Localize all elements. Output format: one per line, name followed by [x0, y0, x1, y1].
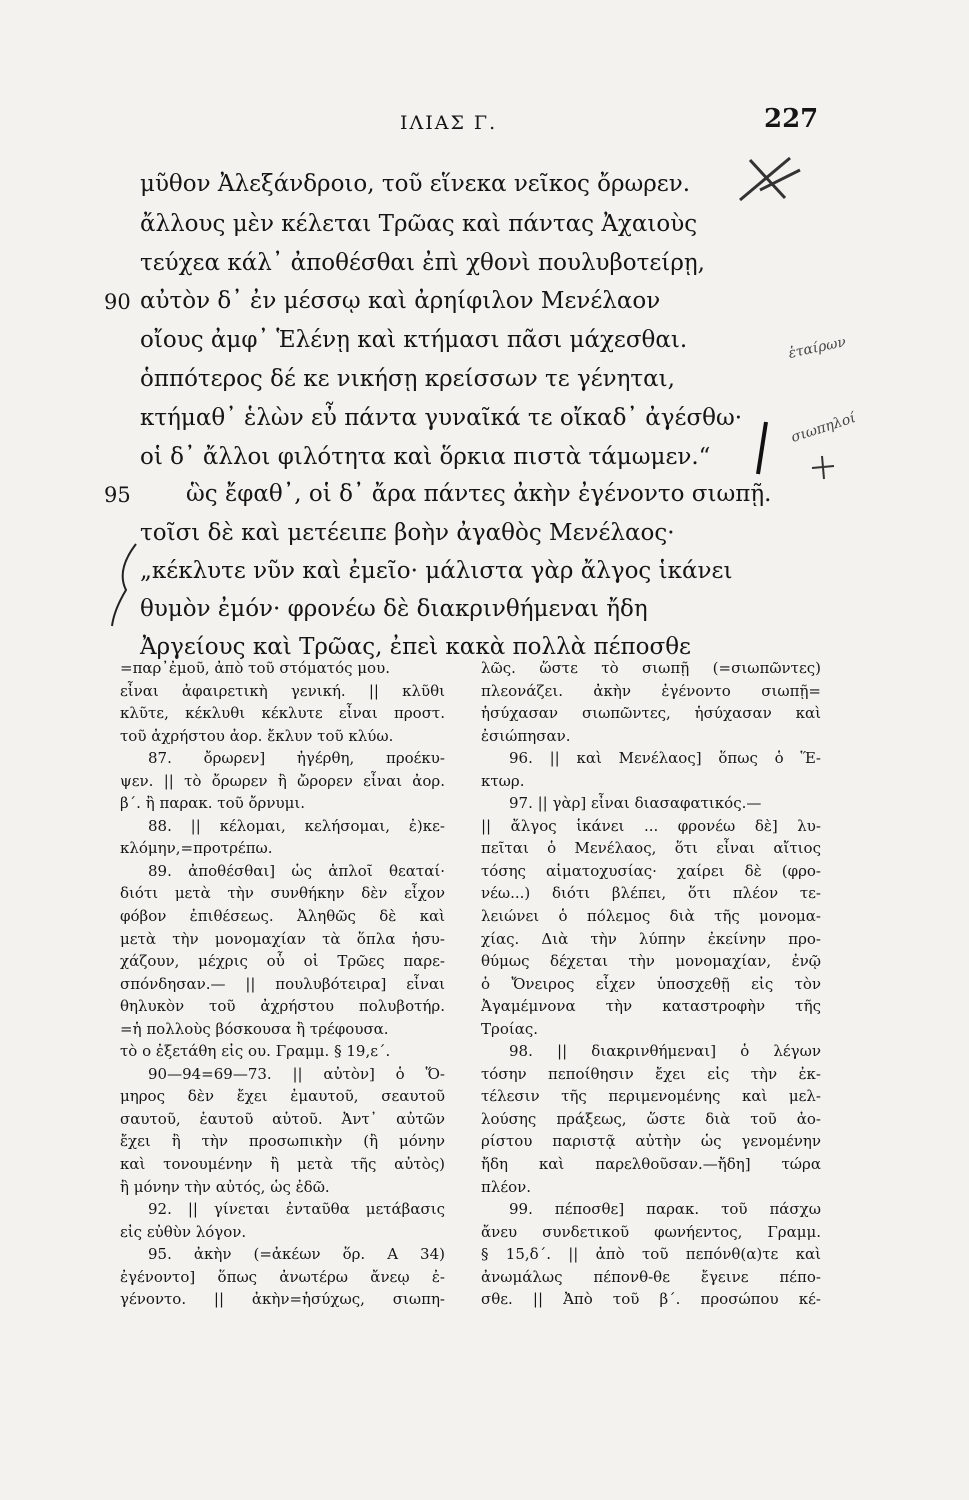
commentary-line: θύμως δέχεται τὴν μονομαχίαν, ἐνῷ — [481, 952, 821, 971]
commentary-line: τέλεσιν τῆς περιμενομένης καὶ μελ- — [481, 1087, 821, 1106]
commentary-line: πλεονάζει. ἀκὴν ἐγένοντο σιωπῇ= — [481, 681, 821, 700]
commentary-line: εἰς εὐθὺν λόγον. — [120, 1222, 247, 1241]
verse-line: κτήμαθ᾽ ἑλὼν εὖ πάντα γυναῖκά τε οἴκαδ᾽ ἀγέσθω· — [140, 405, 743, 431]
commentary-line: φόβον ἐπιθέσεως. Ἀληθῶς δὲ καὶ — [120, 907, 445, 926]
commentary-line: 99. πέποσθε] παρακ. τοῦ πάσχω — [509, 1200, 821, 1219]
handwritten-annotation: ἑταίρων — [786, 334, 848, 362]
commentary-line: ἡσύχασαν σιωπῶντες, ἡσύχασαν καὶ — [481, 704, 821, 723]
commentary-line: μετὰ τὴν μονομαχίαν τὰ ὅπλα ἡσυ- — [120, 929, 445, 948]
commentary-line: ἀνωμάλως πέπονθ-θε ἔγεινε πέπο- — [481, 1267, 821, 1286]
commentary-line: 95. ἀκὴν (=ἀκέων ὅρ. Α 34) — [148, 1245, 445, 1264]
verse-line: „κέκλυτε νῦν καὶ ἐμεῖο· μάλιστα γὰρ ἄλγος ἱκάνει — [140, 558, 733, 584]
commentary-line: 89. ἀποθέσθαι] ὡς ἁπλοῖ θεαταί· — [148, 861, 445, 880]
commentary-line: χίας. Διὰ τὴν λύπην ἐκείνην προ- — [481, 929, 821, 948]
commentary-line: κλόμην,=προτρέπω. — [120, 839, 273, 858]
verse-line: ὣς ἔφαθ᾽, οἱ δ᾽ ἄρα πάντες ἀκὴν ἐγένοντο σιωπῇ. — [186, 481, 772, 507]
commentary-line: 98. || διακρινθήμεναι] ὁ λέγων — [509, 1042, 821, 1061]
verse-line: τοῖσι δὲ καὶ μετέειπε βοὴν ἀγαθὸς Μενέλαος· — [140, 520, 675, 546]
commentary-line: ἤδη καὶ παρελθοῦσαν.—ἤδη] τώρα — [481, 1155, 821, 1174]
commentary-line: μηρος δὲν ἔχει ἐμαυτοῦ, σεαυτοῦ — [120, 1087, 445, 1106]
verse-line: τεύχεα κάλ᾽ ἀποθέσθαι ἐπὶ χθονὶ πουλυβοτείρῃ, — [140, 250, 705, 276]
commentary-line: διότι μετὰ τὴν συνθήκην δὲν εἶχον — [120, 884, 445, 903]
commentary-line: σπόνδησαν.— || πουλυβότειρα] εἶναι — [120, 974, 445, 993]
commentary-line: τὸ ο ἐξετάθη εἰς ου. Γραμμ. § 19,ε΄. — [120, 1042, 391, 1061]
commentary-line: ψεν. || τὸ ὄρωρεν ἢ ὤρορεν εἶναι ἀορ. — [120, 771, 445, 790]
commentary-line: λειώνει ὁ πόλεμος διὰ τῆς μονομα- — [481, 907, 821, 926]
commentary-line: καὶ τονουμένην ἢ μετὰ τῆς αὐτὸς) — [120, 1155, 445, 1174]
commentary-line: Ἀγαμέμνονα τὴν καταστροφὴν τῆς — [481, 997, 821, 1016]
verse-line: θυμὸν ἐμόν· φρονέω δὲ διακρινθήμεναι ἤδη — [140, 596, 648, 622]
slash-mark-icon — [752, 418, 772, 480]
commentary-line: || ἄλγος ἱκάνει ... φρονέω δὲ] λυ- — [481, 816, 821, 835]
commentary-line: εἶναι ἀφαιρετικὴ γενική. || κλῦθι — [120, 681, 445, 700]
commentary-line: λούσης πράξεως, ὥστε διὰ τοῦ ἀο- — [481, 1109, 821, 1128]
commentary-line: 87. ὄρωρεν] ἠγέρθη, προέκυ- — [148, 749, 445, 768]
commentary-left-column — [120, 657, 445, 1311]
commentary-line: νέω...) διότι βλέπει, ὅτι πλέον τε- — [481, 884, 821, 903]
commentary-line: § 15,δ΄. || ἀπὸ τοῦ πεπόνθ(α)τε καὶ — [481, 1245, 821, 1264]
commentary-line: 97. || γὰρ] εἶναι διασαφατικός.— — [509, 794, 762, 813]
commentary-line: τόσης αἱματοχυσίας· χαίρει δὲ (φρο- — [481, 861, 821, 880]
commentary-line: 90—94=69—73. || αὐτὸν] ὁ Ὅ- — [148, 1064, 445, 1083]
commentary-line: 88. || κέλομαι, κελήσομαι, ἐ)κε- — [148, 816, 445, 835]
commentary-line: κτωρ. — [481, 771, 525, 790]
commentary-line: πλέον. — [481, 1177, 532, 1196]
page-number: 227 — [764, 104, 819, 134]
commentary-line: =παρ᾽ἐμοῦ, ἀπὸ τοῦ στόματός μου. — [120, 659, 390, 677]
commentary-right-column — [481, 657, 821, 1311]
commentary-line: ἐγένοντο] ὅπως ἀνωτέρω ἄνεῳ ἐ- — [120, 1267, 445, 1286]
commentary-line: ἄνευ συνδετικοῦ φωνήεντος, Γραμμ. — [481, 1222, 821, 1241]
verse-line: ὁππότερος δέ κε νικήσῃ κρείσσων τε γένηται, — [140, 366, 675, 392]
commentary-line: β΄. ἢ παρακ. τοῦ ὄρνυμι. — [120, 794, 306, 813]
commentary-line: Τροίας. — [481, 1019, 539, 1038]
bracket-mark-icon — [106, 540, 146, 630]
commentary-line: γένοντο. || ἀκὴν=ἡσύχως, σιωπη- — [120, 1290, 445, 1309]
commentary-line: ρίστου παριστᾷ αὐτὴν ὡς γενομένην — [481, 1132, 821, 1151]
verse-line: ἄλλους μὲν κέλεται Τρῶας καὶ πάντας Ἀχαιοὺς — [140, 211, 698, 237]
commentary-line: 92. || γίνεται ἐνταῦθα μετάβασις — [148, 1200, 445, 1219]
handwritten-annotation: σιωπηλοί — [789, 410, 858, 446]
pencil-mark-icon — [730, 150, 810, 210]
verse-line: οἱ δ᾽ ἄλλοι φιλότητα καὶ ὅρκια πιστὰ τάμωμεν.“ — [140, 444, 711, 470]
commentary-line: ἐσιώπησαν. — [481, 726, 571, 745]
commentary-line: λῶς. ὥστε τὸ σιωπῇ (=σιωπῶντες) — [481, 659, 821, 677]
commentary-line: 96. || καὶ Μενέλαος] ὅπως ὁ Ἕ- — [509, 749, 821, 768]
commentary-line: πεῖται ὁ Μενέλαος, ὅτι εἶναι αἴτιος — [481, 839, 821, 858]
verse-line: μῦθον Ἀλεξάνδροιο, τοῦ εἵνεκα νεῖκος ὄρωρεν. — [140, 171, 691, 197]
commentary-line: σαυτοῦ, ἑαυτοῦ αὑτοῦ. Ἀντ᾽ αὐτῶν — [120, 1109, 445, 1128]
commentary-line: χάζουν, μέχρις οὗ οἱ Τρῶες παρε- — [120, 952, 445, 971]
line-number: 95 — [104, 483, 131, 507]
verse-line: οἴους ἀμφ᾽ Ἑλένῃ καὶ κτήμασι πᾶσι μάχεσθαι. — [140, 327, 688, 353]
commentary-line: ὁ Ὄνειρος εἶχεν ὑποσχεθῇ εἰς τὸν — [481, 974, 821, 993]
commentary-line: τόσην πεποίθησιν ἔχει εἰς τὴν ἐκ- — [481, 1064, 821, 1083]
verse-line: αὐτὸν δ᾽ ἐν μέσσῳ καὶ ἀρηίφιλον Μενέλαον — [140, 288, 661, 314]
commentary-line: τοῦ ἀχρήστου ἀορ. ἔκλυν τοῦ κλύω. — [120, 726, 394, 745]
commentary-line: ἔχει ἢ τὴν προσωπικὴν (ἢ μόνην — [120, 1132, 445, 1151]
line-number: 90 — [104, 290, 131, 314]
commentary-line: σθε. || Ἀπὸ τοῦ β΄. προσώπου κέ- — [481, 1290, 821, 1309]
plus-mark-icon — [808, 452, 838, 482]
commentary-line: κλῦτε, κέκλυθι κέκλυτε εἶναι προστ. — [120, 704, 445, 723]
commentary-line: ἢ μόνην τὴν αὐτός, ὡς ἐδῶ. — [120, 1177, 330, 1196]
running-header: ΙΛΙΑΣ Γ. — [400, 112, 498, 134]
commentary-line: θηλυκὸν τοῦ ἀχρήστου πολυβοτήρ. — [120, 997, 445, 1016]
commentary-line: =ἡ πολλοὺς βόσκουσα ἢ τρέφουσα. — [120, 1019, 389, 1038]
verse-line: Ἀργείους καὶ Τρῶας, ἐπεὶ κακὰ πολλὰ πέποσθε — [140, 634, 691, 660]
